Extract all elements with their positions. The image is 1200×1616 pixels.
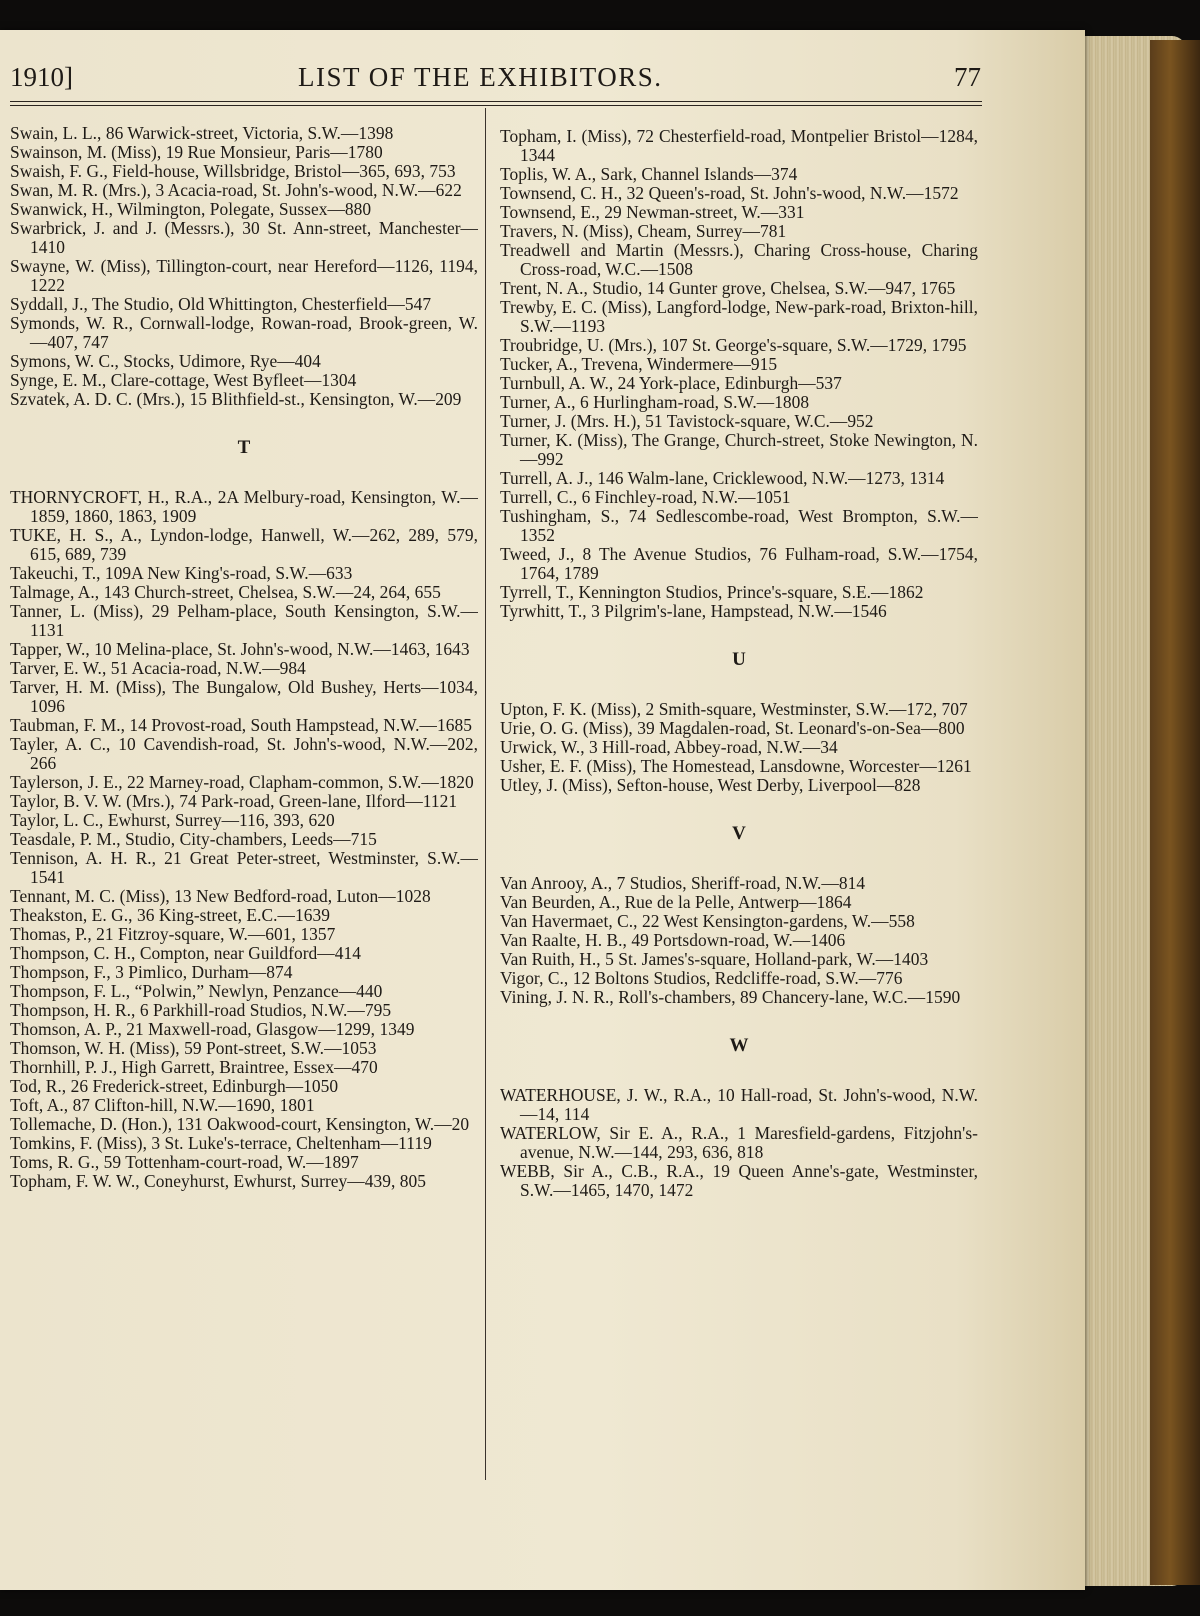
exhibitor-entry: Thompson, F. L., “Polwin,” Newlyn, Penzance—440 — [10, 981, 383, 1001]
exhibitor-entry: Thompson, H. R., 6 Parkhill-road Studios, N.W.—795 — [10, 1000, 392, 1020]
running-header — [8, 62, 988, 98]
exhibitor-entry: Talmage, A., 143 Church-street, Chelsea, S.W.—24, 264, 655 — [10, 582, 441, 602]
exhibitor-entry: Trewby, E. C. (Miss), Langford-lodge, New-park-road, Brixton-hill, S.W.—1193 — [500, 297, 978, 336]
exhibitor-entry: Tarver, H. M. (Miss), The Bungalow, Old Bushey, Herts—1034, 1096 — [10, 677, 478, 716]
exhibitor-entry: Tennant, M. C. (Miss), 13 New Bedford-road, Luton—1028 — [10, 886, 431, 906]
exhibitor-entry: Troubridge, U. (Mrs.), 107 St. George's-square, S.W.—1729, 1795 — [500, 335, 967, 355]
exhibitor-entry: Szvatek, A. D. C. (Mrs.), 15 Blithfield-st., Kensington, W.—209 — [10, 389, 462, 409]
right-column — [500, 127, 978, 1200]
exhibitor-entry: Swanwick, H., Wilmington, Polegate, Sussex—880 — [10, 199, 372, 219]
header-rule-top — [10, 101, 982, 102]
exhibitor-entry: Turnbull, A. W., 24 York-place, Edinburgh—537 — [500, 373, 842, 393]
exhibitor-entry: WATERHOUSE, J. W., R.A., 10 Hall-road, St. John's-wood, N.W.—14, 114 — [500, 1085, 978, 1124]
exhibitor-entry: Toft, A., 87 Clifton-hill, N.W.—1690, 1801 — [10, 1095, 315, 1115]
exhibitor-entry: THORNYCROFT, H., R.A., 2A Melbury-road, Kensington, W.—1859, 1860, 1863, 1909 — [10, 487, 478, 526]
exhibitor-entry: Van Raalte, H. B., 49 Portsdown-road, W.—1406 — [500, 930, 846, 950]
exhibitor-entry: Thompson, C. H., Compton, near Guildford—414 — [10, 943, 361, 963]
exhibitor-entry: Swain, L. L., 86 Warwick-street, Victoria, S.W.—1398 — [10, 123, 394, 143]
left-column — [10, 124, 478, 1191]
exhibitor-entry: Swayne, W. (Miss), Tillington-court, near Hereford—1126, 1194, 1222 — [10, 256, 478, 295]
exhibitor-entry: Turrell, A. J., 146 Walm-lane, Cricklewood, N.W.—1273, 1314 — [500, 468, 945, 488]
exhibitor-entry: Taylor, L. C., Ewhurst, Surrey—116, 393, 620 — [10, 810, 335, 830]
exhibitor-entry: Tweed, J., 8 The Avenue Studios, 76 Fulham-road, S.W.—1754, 1764, 1789 — [500, 544, 978, 583]
exhibitor-entry: Tomkins, F. (Miss), 3 St. Luke's-terrace, Cheltenham—1119 — [10, 1133, 432, 1153]
exhibitor-entry: Travers, N. (Miss), Cheam, Surrey—781 — [500, 221, 787, 241]
exhibitor-entry: Urwick, W., 3 Hill-road, Abbey-road, N.W.—34 — [500, 737, 838, 757]
exhibitor-entry: Usher, E. F. (Miss), The Homestead, Lansdowne, Worcester—1261 — [500, 756, 972, 776]
exhibitor-entry: Tapper, W., 10 Melina-place, St. John's-wood, N.W.—1463, 1643 — [10, 639, 470, 659]
exhibitor-entry: Thomson, A. P., 21 Maxwell-road, Glasgow—1299, 1349 — [10, 1019, 415, 1039]
exhibitor-entry: Townsend, C. H., 32 Queen's-road, St. John's-wood, N.W.—1572 — [500, 183, 959, 203]
exhibitor-entry: Taubman, F. M., 14 Provost-road, South Hampstead, N.W.—1685 — [10, 715, 472, 735]
exhibitor-entry: Turner, K. (Miss), The Grange, Church-street, Stoke Newington, N.—992 — [500, 430, 978, 469]
exhibitor-entry: Tayler, A. C., 10 Cavendish-road, St. John's-wood, N.W.—202, 266 — [10, 734, 478, 773]
exhibitor-entry: Tushingham, S., 74 Sedlescombe-road, West Brompton, S.W.—1352 — [500, 506, 978, 545]
exhibitor-entry: WEBB, Sir A., C.B., R.A., 19 Queen Anne's-gate, Westminster, S.W.—1465, 1470, 1472 — [500, 1161, 978, 1200]
exhibitor-entry: Trent, N. A., Studio, 14 Gunter grove, Chelsea, S.W.—947, 1765 — [500, 278, 956, 298]
exhibitor-entry: Thornhill, P. J., High Garrett, Braintree, Essex—470 — [10, 1057, 378, 1077]
exhibitor-entry: Toplis, W. A., Sark, Channel Islands—374 — [500, 164, 798, 184]
exhibitor-entry: Van Ruith, H., 5 St. James's-square, Holland-park, W.—1403 — [500, 949, 929, 969]
exhibitor-entry: Swaish, F. G., Field-house, Willsbridge, Bristol—365, 693, 753 — [10, 161, 456, 181]
exhibitor-entry: Thomas, P., 21 Fitzroy-square, W.—601, 1357 — [10, 924, 336, 944]
exhibitor-entry: Swainson, M. (Miss), 19 Rue Monsieur, Paris—1780 — [10, 142, 383, 162]
exhibitor-entry: Tucker, A., Trevena, Windermere—915 — [500, 354, 778, 374]
section-letter: V — [732, 823, 746, 844]
page-number: 77 — [954, 62, 981, 92]
exhibitor-entry: Vigor, C., 12 Boltons Studios, Redcliffe-road, S.W.—776 — [500, 968, 903, 988]
column-divider — [485, 108, 486, 1480]
exhibitor-entry: Turrell, C., 6 Finchley-road, N.W.—1051 — [500, 487, 791, 507]
exhibitor-entry: Tod, R., 26 Frederick-street, Edinburgh—1050 — [10, 1076, 339, 1096]
exhibitor-entry: Upton, F. K. (Miss), 2 Smith-square, Westminster, S.W.—172, 707 — [500, 699, 968, 719]
header-rule-bottom — [10, 105, 982, 106]
exhibitor-entry: Symonds, W. R., Cornwall-lodge, Rowan-road, Brook-green, W.—407, 747 — [10, 313, 478, 352]
exhibitor-entry: Van Havermaet, C., 22 West Kensington-gardens, W.—558 — [500, 911, 915, 931]
header-year: 1910] — [10, 62, 73, 92]
exhibitor-entry: Theakston, E. G., 36 King-street, E.C.—1639 — [10, 905, 330, 925]
exhibitor-entry: Tollemache, D. (Hon.), 131 Oakwood-court, Kensington, W.—20 — [10, 1114, 470, 1134]
exhibitor-entry: TUKE, H. S., A., Lyndon-lodge, Hanwell, W.—262, 289, 579, 615, 689, 739 — [10, 525, 478, 564]
exhibitor-entry: WATERLOW, Sir E. A., R.A., 1 Maresfield-gardens, Fitzjohn's-avenue, N.W.—144, 293, 636, 818 — [500, 1123, 978, 1162]
exhibitor-entry: Tennison, A. H. R., 21 Great Peter-street, Westminster, S.W.—1541 — [10, 848, 478, 887]
exhibitor-entry: Townsend, E., 29 Newman-street, W.—331 — [500, 202, 805, 222]
exhibitor-entry: Van Anrooy, A., 7 Studios, Sheriff-road, N.W.—814 — [500, 873, 866, 893]
exhibitor-entry: Thompson, F., 3 Pimlico, Durham—874 — [10, 962, 293, 982]
exhibitor-entry: Symons, W. C., Stocks, Udimore, Rye—404 — [10, 351, 321, 371]
exhibitor-entry: Thomson, W. H. (Miss), 59 Pont-street, S.W.—1053 — [10, 1038, 377, 1058]
exhibitor-entry: Tyrrell, T., Kennington Studios, Prince's-square, S.E.—1862 — [500, 582, 924, 602]
exhibitor-entry: Swan, M. R. (Mrs.), 3 Acacia-road, St. John's-wood, N.W.—622 — [10, 180, 462, 200]
exhibitor-entry: Utley, J. (Miss), Sefton-house, West Derby, Liverpool—828 — [500, 775, 921, 795]
exhibitor-entry: Synge, E. M., Clare-cottage, West Byfleet—1304 — [10, 370, 357, 390]
section-letter: T — [237, 437, 251, 458]
exhibitor-entry: Toms, R. G., 59 Tottenham-court-road, W.—1897 — [10, 1152, 359, 1172]
exhibitor-entry: Takeuchi, T., 109A New King's-road, S.W.—633 — [10, 563, 353, 583]
exhibitor-entry: Taylor, B. V. W. (Mrs.), 74 Park-road, Green-lane, Ilford—1121 — [10, 791, 458, 811]
exhibitor-entry: Syddall, J., The Studio, Old Whittington, Chesterfield—547 — [10, 294, 432, 314]
exhibitor-entry: Taylerson, J. E., 22 Marney-road, Clapham-common, S.W.—1820 — [10, 772, 474, 792]
exhibitor-entry: Turner, A., 6 Hurlingham-road, S.W.—1808 — [500, 392, 810, 412]
section-letter: U — [732, 649, 746, 670]
exhibitor-entry: Tanner, L. (Miss), 29 Pelham-place, South Kensington, S.W.—1131 — [10, 601, 478, 640]
exhibitor-entry: Tyrwhitt, T., 3 Pilgrim's-lane, Hampstead, N.W.—1546 — [500, 601, 887, 621]
exhibitor-entry: Swarbrick, J. and J. (Messrs.), 30 St. Ann-street, Manchester—1410 — [10, 218, 478, 257]
exhibitor-entry: Urie, O. G. (Miss), 39 Magdalen-road, St. Leonard's-on-Sea—800 — [500, 718, 965, 738]
exhibitor-entry: Tarver, E. W., 51 Acacia-road, N.W.—984 — [10, 658, 306, 678]
header-title: LIST OF THE EXHIBITORS. — [298, 62, 663, 92]
exhibitor-entry: Turner, J. (Mrs. H.), 51 Tavistock-square, W.C.—952 — [500, 411, 874, 431]
exhibitor-entry: Vining, J. N. R., Roll's-chambers, 89 Chancery-lane, W.C.—1590 — [500, 987, 961, 1007]
exhibitor-entry: Topham, I. (Miss), 72 Chesterfield-road, Montpelier Bristol—1284, 1344 — [500, 126, 978, 165]
exhibitor-entry: Teasdale, P. M., Studio, City-chambers, Leeds—715 — [10, 829, 377, 849]
exhibitor-entry: Treadwell and Martin (Messrs.), Charing Cross-house, Charing Cross-road, W.C.—1508 — [500, 240, 978, 279]
exhibitor-entry: Topham, F. W. W., Coneyhurst, Ewhurst, Surrey—439, 805 — [10, 1171, 427, 1191]
exhibitor-entry: Van Beurden, A., Rue de la Pelle, Antwerp—1864 — [500, 892, 852, 912]
section-letter: W — [729, 1035, 749, 1056]
book-cover-edge — [1150, 40, 1200, 1585]
